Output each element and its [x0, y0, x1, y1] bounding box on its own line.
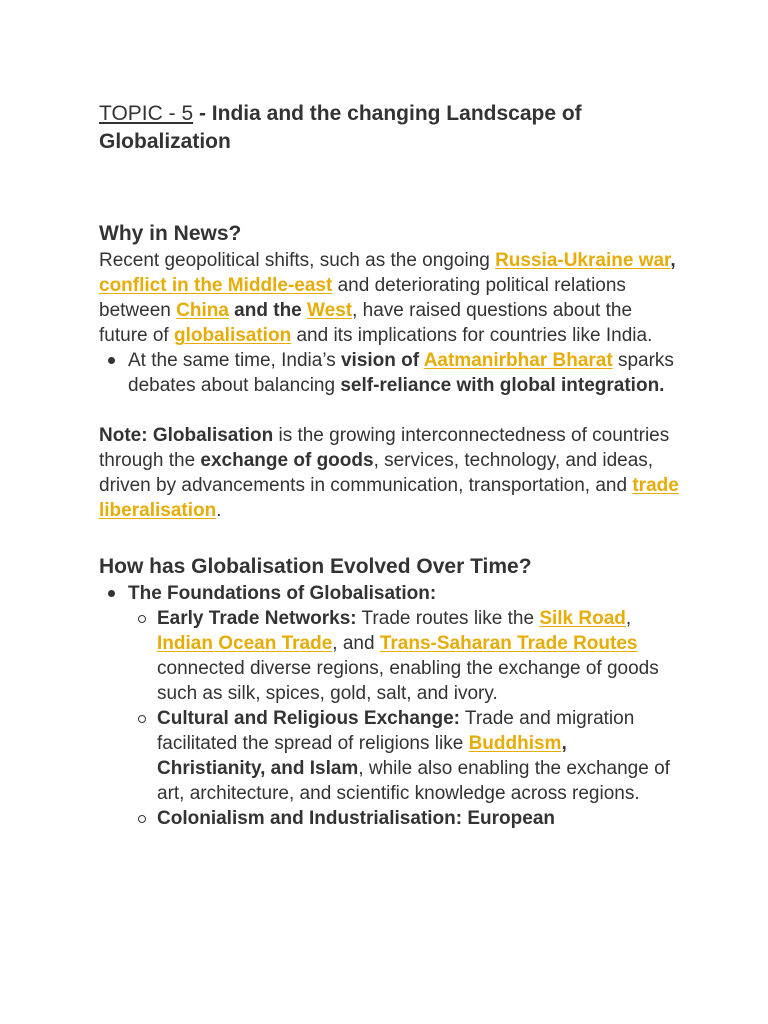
how-evolved-heading: How has Globalisation Evolved Over Time?: [99, 555, 532, 578]
link-indian-ocean-trade[interactable]: Indian Ocean Trade: [157, 633, 333, 654]
bold-vision: vision of: [340, 350, 424, 371]
text-span: Recent geopolitical shifts, such as the ongoing: [99, 250, 496, 271]
bold-cultural-religious-exchange: Cultural and Religious Exchange:: [157, 708, 460, 729]
link-trans-saharan-trade-routes[interactable]: Trans-Saharan Trade Routes: [379, 633, 638, 654]
link-globalisation[interactable]: globalisation: [174, 325, 292, 346]
text-span: , have raised questions about the future of: [99, 300, 633, 346]
text-span: , and: [332, 633, 380, 654]
foundations-label: The Foundations of Globalisation:: [128, 583, 437, 604]
text-span: At the same time, India’s: [128, 350, 341, 371]
text-span: .: [216, 500, 222, 521]
link-aatmanirbhar-bharat[interactable]: Aatmanirbhar Bharat: [423, 350, 613, 371]
bold-self-reliance: self-reliance with global integration.: [340, 375, 665, 396]
note-label: Note: Globalisation: [99, 425, 274, 446]
link-russia-ukraine-war[interactable]: Russia-Ukraine war: [495, 250, 671, 271]
why-bullet-list: [99, 348, 679, 398]
foundations-sublist: [128, 606, 679, 831]
text-span: and its implications for countries like India.: [291, 325, 653, 346]
topic-label: TOPIC - 5: [99, 102, 194, 125]
text-span: and deteriorating political relations between: [99, 275, 626, 321]
page-title: [99, 100, 679, 156]
text-span: Trade and migration facilitated the spread of religions like: [157, 708, 635, 754]
link-buddhism[interactable]: Buddhism: [468, 733, 562, 754]
bold-christianity-islam: , Christianity, and Islam: [157, 733, 567, 779]
list-item-foundations: [99, 581, 679, 831]
text-span: Trade routes like the: [356, 608, 540, 629]
bold-and-the: and the: [228, 300, 308, 321]
text-span: is the growing interconnectedness of countries through the: [99, 425, 670, 471]
text-span: connected diverse regions, enabling the exchange of goods such as silk, spices, gold, salt, and ivory.: [157, 658, 659, 704]
title-text: - India and the changing Landscape of Globalization: [99, 102, 582, 153]
link-middle-east-conflict[interactable]: conflict in the Middle-east: [99, 275, 333, 296]
article-body: [99, 100, 679, 831]
bold-colonialism: Colonialism and Industrialisation: European: [157, 808, 555, 829]
text-span: ,: [625, 608, 632, 629]
sublist-item-trade-networks: [128, 606, 679, 706]
bold-exchange-of-goods: exchange of goods: [200, 450, 374, 471]
link-china[interactable]: China: [176, 300, 229, 321]
sublist-item-cultural-exchange: [128, 706, 679, 806]
link-west[interactable]: West: [307, 300, 353, 321]
text-span: , services, technology, and ideas, driven by advancements in communication, transportation, and: [99, 450, 654, 496]
sublist-item-colonialism: [128, 806, 679, 831]
list-item-aatmanirbhar: [99, 348, 679, 398]
comma-bold: ,: [670, 250, 676, 271]
bold-early-trade-networks: Early Trade Networks:: [157, 608, 357, 629]
link-silk-road[interactable]: Silk Road: [539, 608, 626, 629]
why-in-news-paragraph: [99, 248, 679, 348]
link-trade-liberalisation[interactable]: trade liberalisation: [99, 475, 679, 521]
text-span: sparks debates about balancing: [128, 350, 674, 396]
text-span: , while also enabling the exchange of art, architecture, and scientific knowledge across regions.: [157, 758, 670, 804]
how-bullet-list: [99, 581, 679, 831]
why-in-news-heading: Why in News?: [99, 222, 242, 245]
note-paragraph: [99, 423, 679, 523]
